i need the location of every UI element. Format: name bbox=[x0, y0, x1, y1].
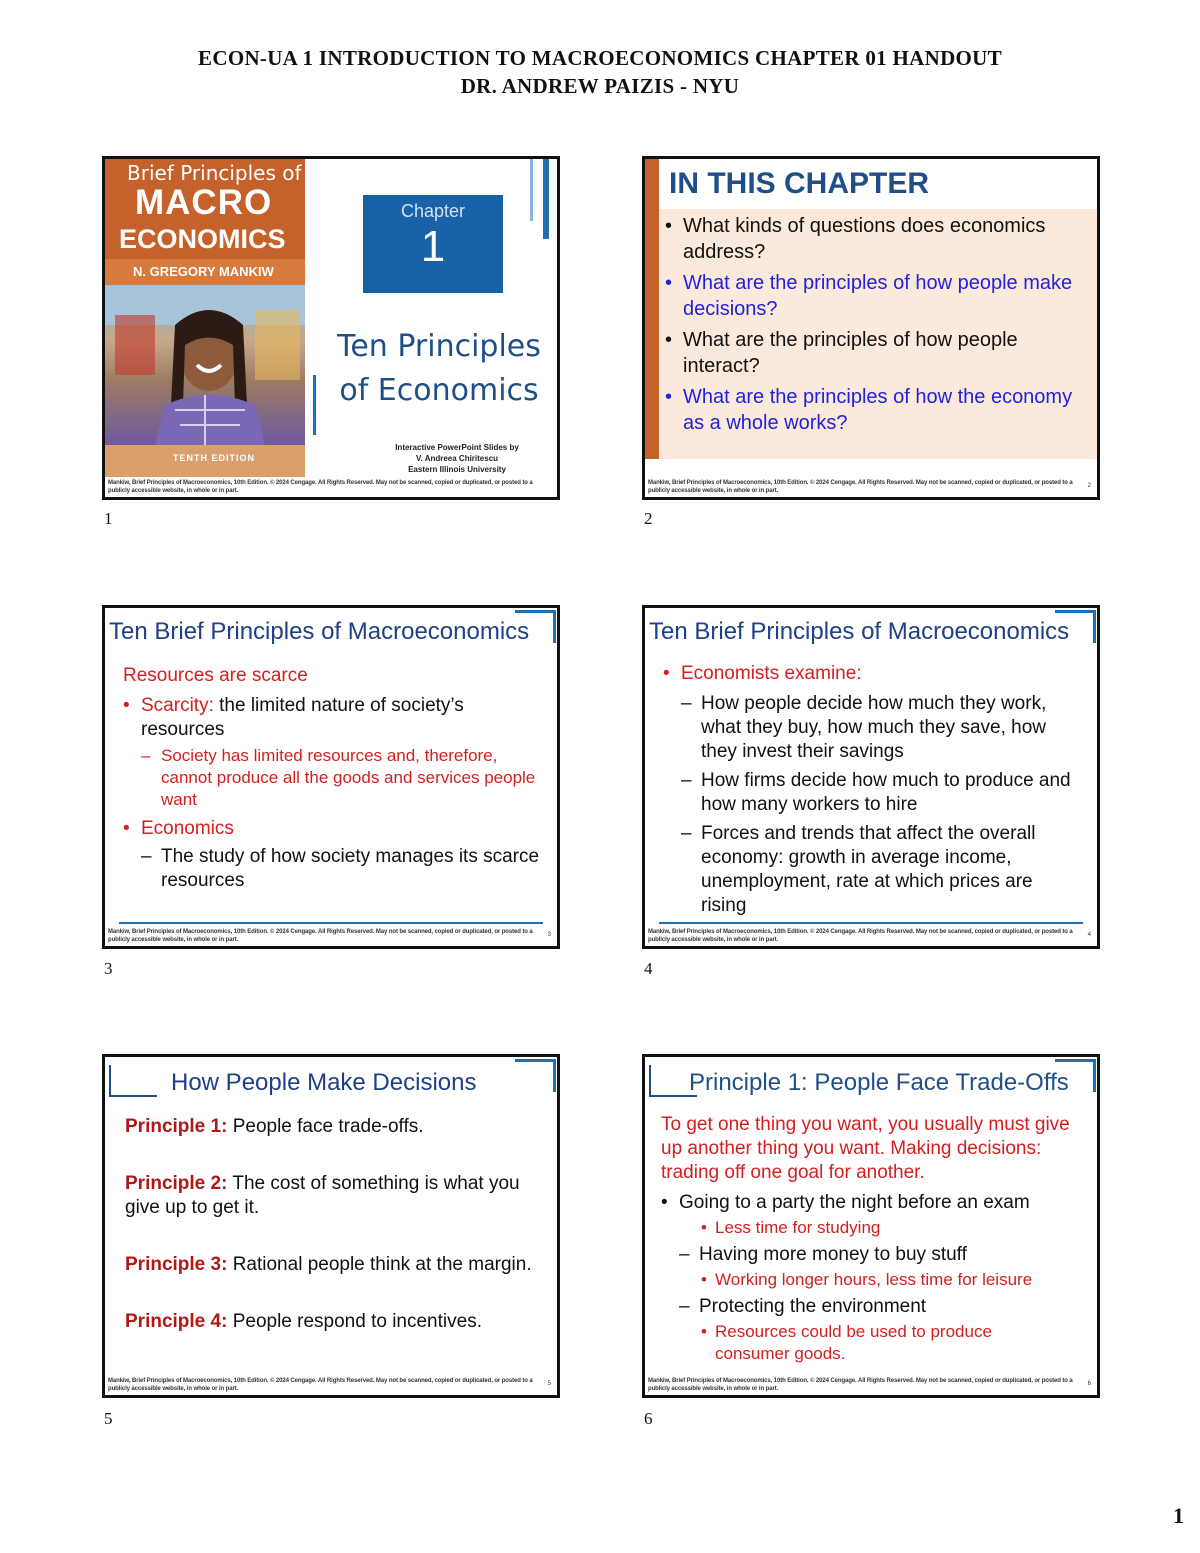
slide-number: 2 bbox=[644, 509, 653, 528]
slide-title: How People Make Decisions bbox=[171, 1069, 477, 1096]
student-photo-icon bbox=[105, 285, 305, 445]
slide-page: 5 bbox=[547, 1381, 551, 1387]
principle-item: Principle 4: People respond to incentives. bbox=[125, 1311, 482, 1332]
corner-deco bbox=[109, 1065, 157, 1097]
slide-2 bbox=[642, 156, 1100, 500]
credits-line1: Interactive PowerPoint Slides by bbox=[395, 443, 519, 452]
chapter-label: Chapter bbox=[400, 201, 466, 221]
slide-title: Ten Brief Principles of Macroeconomics bbox=[649, 618, 1070, 645]
slide-footer: Mankiw, Brief Principles of Macroeconomics, 10th Edition. © 2024 Cengage. All Rights Reserved. May not be scanned, copied or duplicated, or posted to a publicly accessible website, in whole or in part. bbox=[648, 480, 1073, 494]
slide-body bbox=[125, 1115, 545, 1334]
slide-page: 4 bbox=[1087, 932, 1091, 938]
intro-text: To get one thing you want, you usually must give up another thing you want. Making decisions: trading off one goal for another. bbox=[661, 1114, 1070, 1183]
sub-item: – The study of how society manages its scarce resources bbox=[141, 846, 540, 891]
chapter-number: 1 bbox=[420, 222, 446, 271]
slide-page: 2 bbox=[1087, 483, 1091, 489]
chapter-box bbox=[363, 195, 503, 293]
slide-number: 3 bbox=[104, 959, 113, 978]
cover-title-macro: MACRO bbox=[135, 183, 273, 222]
list-item: • What are the principles of how people make decisions? bbox=[665, 272, 1073, 320]
cover-edition: TENTH EDITION bbox=[173, 453, 255, 463]
slide-body bbox=[123, 664, 543, 893]
footer-rule bbox=[119, 922, 543, 924]
principle-item: Principle 2: The cost of something is what you give up to get it. bbox=[125, 1173, 520, 1218]
slide-3 bbox=[102, 605, 560, 949]
sub-item: – Forces and trends that affect the overall economy: growth in average income, unemployment, rate at which prices are rising bbox=[681, 823, 1036, 916]
slide-footer: Mankiw, Brief Principles of Macroeconomics, 10th Edition. © 2024 Cengage. All Rights Reserved. May not be scanned, copied or duplicated, or posted to a publicly accessible website, in whole or in part. bbox=[108, 929, 533, 943]
slide-page: 3 bbox=[547, 932, 551, 938]
list-item: • Going to a party the night before an exam bbox=[661, 1192, 1030, 1213]
handout-title: ECON-UA 1 INTRODUCTION TO MACROECONOMICS CHAPTER 01 HANDOUT bbox=[198, 46, 1002, 70]
deco-bar bbox=[530, 159, 533, 221]
sub-item: • Resources could be used to produce consumer goods. bbox=[701, 1322, 992, 1363]
slide-subtitle: Resources are scarce bbox=[123, 665, 308, 686]
book-cover bbox=[105, 159, 305, 477]
slide-4 bbox=[642, 605, 1100, 949]
deco-bar bbox=[313, 375, 316, 435]
slide-number: 6 bbox=[644, 1409, 653, 1428]
principle-item: Principle 1: People face trade-offs. bbox=[125, 1116, 424, 1137]
slide-body bbox=[661, 1113, 1085, 1365]
cover-title-economics: ECONOMICS bbox=[119, 224, 286, 254]
slide-body bbox=[663, 662, 1083, 918]
list-item: • Scarcity: the limited nature of society’s resources bbox=[123, 695, 464, 740]
slide-title bbox=[329, 325, 549, 413]
deco-bar bbox=[543, 159, 549, 239]
list-item: • What are the principles of how the economy as a whole works? bbox=[665, 386, 1073, 434]
slide-footer: Mankiw, Brief Principles of Macroeconomics, 10th Edition. © 2024 Cengage. All Rights Reserved. May not be scanned, copied or duplicated, or posted to a publicly accessible website, in whole or in part. bbox=[648, 929, 1073, 943]
slide-6 bbox=[642, 1054, 1100, 1398]
page-number: 1 bbox=[1173, 1503, 1184, 1528]
title-line1: Ten Principles bbox=[337, 329, 541, 364]
corner-deco bbox=[515, 1059, 556, 1092]
slide-5 bbox=[102, 1054, 560, 1398]
slide-number: 1 bbox=[104, 509, 113, 528]
orange-side-bar bbox=[645, 159, 659, 459]
slide-page: 6 bbox=[1087, 1381, 1091, 1387]
sub-item: • Less time for studying bbox=[701, 1218, 881, 1237]
footer-rule bbox=[659, 922, 1083, 924]
sub-item: – Having more money to buy stuff bbox=[679, 1244, 967, 1265]
slide-footer: Mankiw, Brief Principles of Macroeconomics, 10th Edition. © 2024 Cengage. All Rights Reserved. May not be scanned, copied or duplicated, or posted to a publicly accessible website, in whole or in part. bbox=[108, 480, 533, 494]
slide-title: Principle 1: People Face Trade-Offs bbox=[689, 1069, 1069, 1096]
handout-author: DR. ANDREW PAIZIS - NYU bbox=[460, 74, 740, 98]
sub-item: – Society has limited resources and, therefore, cannot produce all the goods and services people want bbox=[141, 746, 536, 809]
slide-title: IN THIS CHAPTER bbox=[669, 167, 930, 200]
cover-photo bbox=[105, 285, 305, 445]
sub-item: – How firms decide how much to produce and how many workers to hire bbox=[681, 770, 1071, 815]
sub-item: • Working longer hours, less time for leisure bbox=[701, 1270, 1033, 1289]
list-item: • What kinds of questions does economics address? bbox=[665, 215, 1046, 263]
credits bbox=[387, 442, 527, 475]
sub-item: – Protecting the environment bbox=[679, 1296, 927, 1317]
cover-author: N. GREGORY MANKIW bbox=[133, 264, 274, 279]
slide-number: 5 bbox=[104, 1409, 113, 1428]
principle-item: Principle 3: Rational people think at the margin. bbox=[125, 1254, 532, 1275]
credits-line2: V. Andreea Chiritescu bbox=[415, 454, 499, 463]
question-list bbox=[665, 213, 1085, 441]
list-item: • Economists examine: bbox=[663, 663, 862, 684]
slide-title: Ten Brief Principles of Macroeconomics bbox=[109, 618, 530, 645]
slide-footer: Mankiw, Brief Principles of Macroeconomics, 10th Edition. © 2024 Cengage. All Rights Reserved. May not be scanned, copied or duplicated, or posted to a publicly accessible website, in whole or in part. bbox=[108, 1378, 533, 1392]
cover-title-line1: Brief Principles of bbox=[127, 161, 302, 185]
list-item: • Economics bbox=[123, 818, 234, 839]
credits-line3: Eastern Illinois University bbox=[408, 465, 506, 474]
sub-item: – How people decide how much they work, what they buy, how much they save, how they invest their savings bbox=[681, 693, 1047, 762]
list-item: • What are the principles of how people interact? bbox=[665, 329, 1018, 377]
slide-footer: Mankiw, Brief Principles of Macroeconomics, 10th Edition. © 2024 Cengage. All Rights Reserved. May not be scanned, copied or duplicated, or posted to a publicly accessible website, in whole or in part. bbox=[648, 1378, 1073, 1392]
slide-number: 4 bbox=[644, 959, 653, 978]
title-line2: of Economics bbox=[339, 373, 539, 408]
slide-1 bbox=[102, 156, 560, 500]
